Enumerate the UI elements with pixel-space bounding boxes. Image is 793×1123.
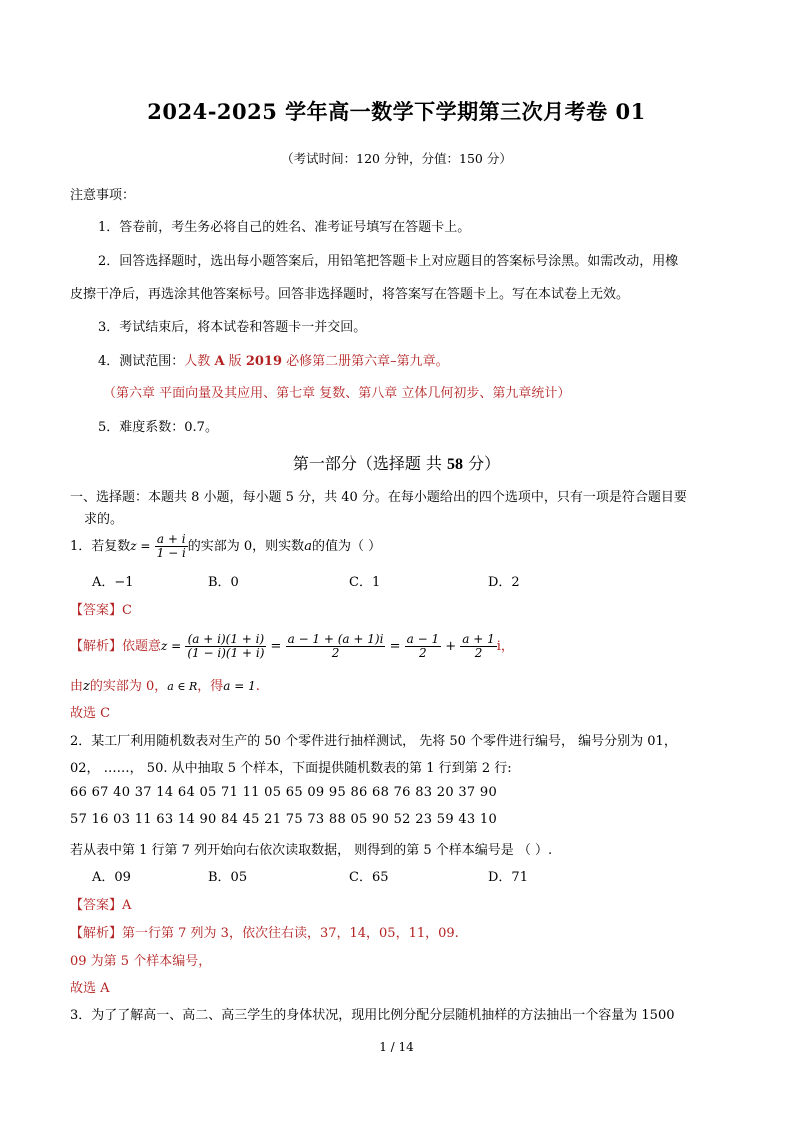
q1-l2-z: z: [83, 679, 90, 694]
q1-analysis-tail: i，: [496, 639, 514, 654]
q1-option-a: A．−1: [92, 575, 134, 590]
document-title: 2024-2025 学年高一数学下学期第三次月考卷 01: [147, 99, 646, 124]
q2-stem-line-2: 02， ……， 50. 从中抽取 5 个样本，下面提供随机数表的第 1 行到第 2 行:: [70, 761, 512, 776]
section-suffix: 分）: [468, 454, 501, 473]
q1-l2-e: a = 1: [223, 679, 256, 693]
note-2-line-1: 2．回答选择题时，选出每小题答案后，用铅笔把答题卡上对应题目的答案标号涂黑。如需改动，用橡: [98, 254, 679, 269]
q1-analysis-frac-4: [460, 633, 496, 660]
exam-info: （考试时间：120 分钟，分值：150 分）: [281, 151, 512, 166]
notes-heading: 注意事项：: [70, 188, 136, 203]
q1-analysis-z: z =: [161, 639, 182, 653]
q1-analysis-text: 依题意: [122, 639, 162, 654]
note-4-edition: 版: [228, 354, 242, 369]
q1-f4-num: a + 1: [462, 632, 495, 646]
note-4-edition-letter: A: [214, 354, 225, 369]
q1-fraction: [155, 533, 188, 560]
q1-f3-num: a − 1: [406, 632, 440, 646]
q1-analysis: [70, 628, 514, 664]
q2-analysis-line-2: 09 为第 5 个样本编号，: [70, 954, 212, 969]
section-prefix: 第一部分（选择题 共: [292, 454, 442, 473]
q1-frac-num: a + i: [155, 533, 188, 547]
section-score: 58: [447, 456, 464, 473]
q1-stem-c: 的值为（ ）: [311, 539, 382, 554]
q1-analysis-label: 【解析】: [70, 639, 123, 654]
q3-stem-line-1: 3．为了了解高一、高二、高三学生的身体状况，现用比例分配分层随机抽样的方法抽出一个容量为 1500: [70, 1008, 675, 1023]
note-4: [98, 350, 449, 369]
q1-f2-num: a − 1 + (a + 1)i: [287, 632, 384, 646]
note-2-line-2: 皮擦干净后，再选涂其他答案标号。回答非选择题时，将答案写在答题卡上。写在本试卷上无效。: [70, 287, 630, 302]
q2-option-d: D．71: [488, 870, 528, 885]
note-4-year: 2019: [245, 354, 283, 369]
q1-l2-f: .: [255, 679, 260, 694]
q2-option-b: B．05: [208, 870, 248, 885]
q1-analysis-frac-1: [185, 633, 266, 660]
q2-analysis-text: 第一行第 7 列为 3，依次往右读，37，14，05，11，09.: [122, 926, 459, 941]
q1-f1-den: (1 − i)(1 + i): [187, 646, 265, 660]
q2-answer-label: 【答案】: [70, 898, 123, 913]
note-1: 1．答卷前，考生务必将自己的姓名、准考证号填写在答题卡上。: [98, 220, 471, 235]
q2-conclusion: 故选 A: [70, 981, 110, 996]
note-4-detail: （第六章 平面向量及其应用、第七章 复数、第八章 立体几何初步、第九章统计）: [103, 386, 571, 401]
q1-analysis-frac-2: [286, 633, 386, 660]
q1-f4-den: 2: [474, 646, 483, 660]
q1-z-eq: z =: [130, 539, 151, 553]
note-5: 5．难度系数：0.7。: [98, 420, 218, 435]
q1-plus: +: [441, 639, 461, 654]
q1-answer-label: 【答案】: [70, 603, 123, 618]
q1-f1-num: (a + i)(1 + i): [185, 633, 266, 647]
part1-instructions-line-2: 求的。: [84, 512, 124, 527]
q1-answer: [70, 599, 132, 618]
page-number: 1 / 14: [379, 1040, 414, 1054]
q1-l2-a: 由: [70, 679, 84, 694]
section-heading: [0, 451, 793, 474]
q2-random-row-2: 57 16 03 11 63 14 90 84 45 21 75 73 88 05 90 52 23 59 43 10: [70, 812, 498, 827]
note-4-prefix: 4．测试范围：: [98, 354, 185, 369]
part1-instructions-line-1: 一、选择题：本题共 8 小题，每小题 5 分，共 40 分。在每小题给出的四个选项中，只有一项是符合题目要: [70, 490, 687, 505]
q2-analysis: [70, 922, 459, 941]
q2-stem-line-1: 2．某工厂利用随机数表对生产的 50 个零件进行抽样测试， 先将 50 个零件进行编号， 编号分别为 01，: [70, 734, 677, 749]
q1-eq-1: =: [266, 639, 286, 654]
q2-analysis-label: 【解析】: [70, 926, 123, 941]
note-3: 3．考试结束后，将本试卷和答题卡一并交回。: [98, 320, 367, 335]
q1-l2-c: a ∈ R: [167, 680, 198, 693]
q2-answer-value: A: [122, 898, 132, 913]
q1-answer-value: C: [122, 603, 132, 618]
q1-option-d: D．2: [488, 575, 520, 590]
q2-stem-line-3: 若从表中第 1 行第 7 列开始向右依次读取数据， 则得到的第 5 个样本编号是 （ ）.: [70, 843, 553, 858]
q1-conclusion: 故选 C: [70, 706, 111, 721]
q1-l2-d: ，得: [197, 679, 224, 694]
q1-option-c: C．1: [349, 575, 381, 590]
q1-stem-a: 1．若复数: [70, 539, 131, 554]
q1-l2-b: 的实部为 0，: [89, 679, 168, 694]
note-4-publisher: 人教: [184, 354, 211, 369]
q2-option-c: C．65: [349, 870, 389, 885]
q1-analysis-frac-3: [405, 633, 441, 660]
q2-option-a: A．09: [92, 870, 131, 885]
q1-var: a: [304, 539, 312, 554]
q1-analysis-line-2: [70, 675, 260, 694]
q1-eq-2: =: [385, 639, 405, 654]
q2-random-row-1: 66 67 40 37 14 64 05 71 11 05 65 09 95 86 68 76 83 20 37 90: [70, 785, 498, 800]
q1-f2-den: 2: [331, 646, 340, 660]
question-1-stem: [70, 530, 381, 562]
q1-frac-den: 1 − i: [156, 546, 186, 560]
q1-f3-den: 2: [419, 646, 427, 660]
q2-answer: [70, 894, 131, 913]
q1-option-b: B．0: [208, 575, 239, 590]
q1-stem-b: 的实部为 0，则实数: [187, 539, 305, 554]
note-4-range: 必修第二册第六章–第九章。: [286, 354, 449, 369]
